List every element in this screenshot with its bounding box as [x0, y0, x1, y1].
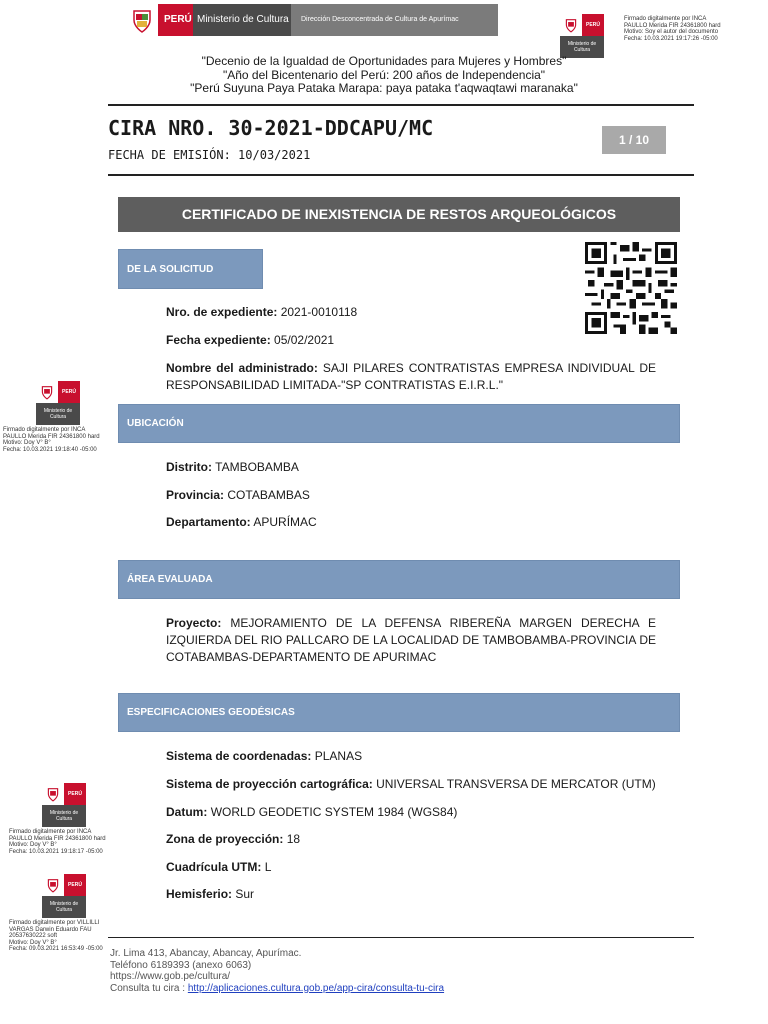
field-value: 2021-0010118: [280, 305, 358, 319]
field-label: Fecha expediente:: [166, 333, 271, 347]
footer-phone: Teléfono 6189393 (anexo 6063): [110, 959, 252, 971]
coat-of-arms-icon: [130, 8, 154, 34]
motto-line: "Decenio de la Igualdad de Oportunidades para Mujeres y Hombres": [201, 54, 567, 68]
field-label: Proyecto:: [166, 616, 222, 630]
footer: [110, 948, 444, 994]
coat-of-arms-icon: [36, 381, 58, 403]
mottos: [0, 55, 768, 96]
signature-stamp-left-1: [36, 381, 80, 425]
coat-of-arms-icon: [42, 783, 64, 805]
stamp-peru-label: PERÚ: [64, 874, 86, 896]
field-cuadricula: [166, 859, 656, 876]
field-value: MEJORAMIENTO DE LA DEFENSA RIBEREÑA MARGEN DERECHA E IZQUIERDA DEL RIO PALLCARO DE LA LOCALIDAD DE TAMBOBAMBA-PROVINCIA DE COTABAMBAS-DEPARTAMENTO DE APURIMAC: [166, 616, 656, 664]
signature-stamp-left-2: [42, 783, 86, 827]
fecha-emision: FECHA DE EMISIÓN: 10/03/2021: [108, 148, 311, 162]
field-provincia: [166, 487, 656, 504]
field-hemisferio: [166, 886, 656, 903]
signature-text-top-right: Firmado digitalmente por INCA PAULLO Merida FIR 24361800 hard Motivo: Soy el autor del documento Fecha: 10.03.2021 19:17:26 -05:00: [624, 16, 721, 42]
stamp-peru-label: PERÚ: [58, 381, 80, 403]
field-value: UNIVERSAL TRANSVERSA DE MERCATOR (UTM): [376, 777, 656, 791]
field-label: Departamento:: [166, 515, 251, 529]
coat-of-arms-icon: [42, 874, 64, 896]
section-ubicacion-heading: UBICACIÓN: [118, 404, 680, 443]
field-label: Sistema de proyección cartográfica:: [166, 777, 373, 791]
field-datum: [166, 804, 656, 821]
field-label: Nombre del administrado:: [166, 361, 318, 375]
stamp-peru-label: PERÚ: [64, 783, 86, 805]
title-divider: [108, 174, 694, 176]
signature-text-left-1: Firmado digitalmente por INCA PAULLO Merida FIR 24361800 hard Motivo: Doy V° B° Fecha: 10.03.2021 19:18:40 -05:00: [3, 427, 100, 453]
stamp-ministerio-label: Ministerio de Cultura: [42, 896, 86, 918]
field-value: 05/02/2021: [274, 333, 335, 347]
field-value: APURÍMAC: [253, 515, 317, 529]
signature-stamp-top-right: [560, 14, 604, 58]
field-proyecto: [166, 615, 656, 666]
footer-address: Jr. Lima 413, Abancay, Abancay, Apurímac.: [110, 948, 302, 959]
signature-text-left-3: Firmado digitalmente por VILLILLI VARGAS Darwin Eduardo FAU 20537630222 soft Motivo: Doy V° B° Fecha: 09.03.2021 16:53:49 -05:00: [9, 920, 103, 953]
field-zona: [166, 831, 656, 848]
field-label: Distrito:: [166, 460, 212, 474]
header-ministerio-label: Ministerio de Cultura: [193, 4, 291, 36]
stamp-ministerio-label: Ministerio de Cultura: [42, 805, 86, 827]
stamp-peru-label: PERÚ: [582, 14, 604, 36]
footer-consulta-label: Consulta tu cira :: [110, 982, 186, 994]
signature-text-left-2: Firmado digitalmente por INCA PAULLO Merida FIR 24361800 hard Motivo: Doy V° B° Fecha: 10.03.2021 19:18:17 -05:00: [9, 829, 106, 855]
document-title: CERTIFICADO DE INEXISTENCIA DE RESTOS ARQUEOLÓGICOS: [118, 197, 680, 232]
field-fecha-expediente: [166, 332, 656, 349]
field-label: Hemisferio:: [166, 887, 233, 901]
field-value: SAJI PILARES CONTRATISTAS EMPRESA INDIVIDUAL DE RESPONSABILIDAD LIMITADA-"SP CONTRATISTAS E.I.R.L.": [166, 361, 656, 392]
motto-line: "Año del Bicentenario del Perú: 200 años de Independencia": [222, 67, 546, 82]
field-label: Cuadrícula UTM:: [166, 860, 262, 874]
field-sistema-coordenadas: [166, 748, 656, 765]
coat-of-arms-icon: [560, 14, 582, 36]
field-nombre-administrado: [166, 360, 656, 394]
header-peru-label: PERÚ: [158, 4, 208, 36]
header-direccion-label: Dirección Desconcentrada de Cultura de Apurímac: [291, 4, 498, 36]
field-label: Sistema de coordenadas:: [166, 749, 312, 763]
footer-web: https://www.gob.pe/cultura/: [110, 971, 231, 982]
field-label: Datum:: [166, 805, 208, 819]
field-value: COTABAMBAS: [227, 488, 310, 502]
section-area-heading: ÁREA EVALUADA: [118, 560, 680, 599]
field-value: 18: [286, 832, 301, 846]
field-proyeccion: [166, 776, 656, 793]
field-label: Nro. de expediente:: [166, 305, 278, 319]
stamp-ministerio-label: Ministerio de Cultura: [36, 403, 80, 425]
motto-line: "Perú Suyuna Paya Pataka Marapa: paya pataka t'aqwaqtawi maranaka": [190, 81, 578, 95]
field-expediente: [166, 304, 656, 321]
page-indicator: 1 / 10: [602, 126, 666, 154]
field-value: L: [264, 860, 272, 874]
field-value: Sur: [235, 887, 255, 901]
section-solicitud-heading: DE LA SOLICITUD: [118, 249, 263, 289]
field-label: Provincia:: [166, 488, 225, 502]
field-departamento: [166, 514, 656, 531]
field-value: PLANAS: [314, 749, 363, 763]
field-value: WORLD GEODETIC SYSTEM 1984 (WGS84): [210, 805, 458, 819]
section-geodesicas-heading: ESPECIFICACIONES GEODÉSICAS: [118, 693, 680, 732]
header-divider: [108, 104, 694, 106]
stamp-ministerio-label: Ministerio de Cultura: [560, 36, 604, 58]
header-banner: [118, 4, 498, 36]
footer-consulta: [110, 983, 444, 995]
consulta-cira-link[interactable]: http://aplicaciones.cultura.gob.pe/app-cira/consulta-tu-cira: [187, 982, 445, 994]
signature-stamp-left-3: [42, 874, 86, 918]
footer-divider: [108, 937, 694, 938]
field-label: Zona de proyección:: [166, 832, 284, 846]
cira-number: CIRA NRO. 30-2021-DDCAPU/MC: [108, 116, 434, 140]
field-value: TAMBOBAMBA: [215, 460, 299, 474]
field-distrito: [166, 459, 656, 476]
